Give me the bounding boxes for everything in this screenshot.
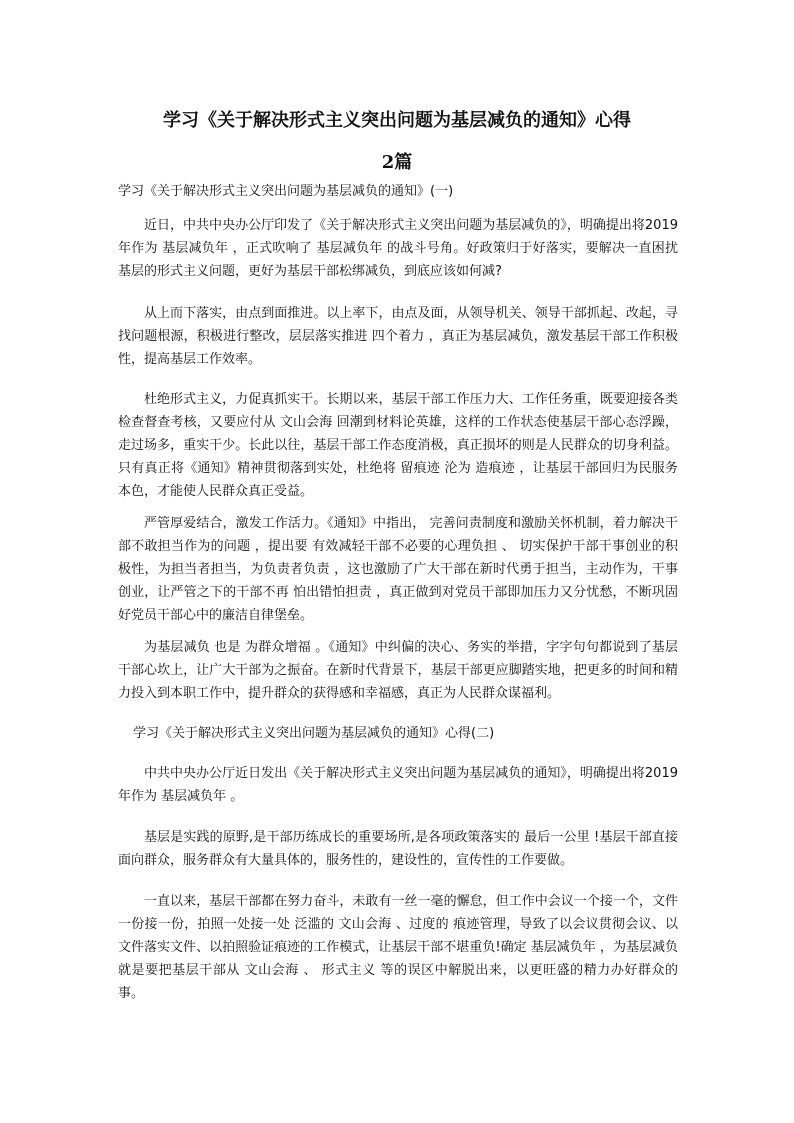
section-1-heading: 学习《关于解决形式主义突出问题为基层减负的通知》(一) bbox=[118, 184, 454, 199]
document-title-line2: 2篇 bbox=[381, 152, 413, 173]
section-1-paragraph-2: 从上而下落实，由点到面推进。以上率下，由点及面，从领导机关、领导干部抓起、改起，寻找问题根源，积极进行整改，层层落实推进 四个着力 ，真正为基层减负，激发基层干部工作积极性，提高基层工作效率。 bbox=[118, 306, 678, 367]
section-1-paragraph-1: 近日，中共中央办公厅印发了《关于解决形式主义突出问题为基层减负的》，明确提出将2019年作为 基层减负年 ，正式吹响了 基层减负年 的战斗号角。好政策归于好落实，要解决一直困扰基层的形式主义问题，更好为基层干部松绑减负，到底应该如何减? bbox=[118, 218, 678, 279]
section-2-heading: 学习《关于解决形式主义突出问题为基层减负的通知》心得(二) bbox=[133, 726, 495, 741]
section-1-paragraph-3: 杜绝形式主义，力促真抓实干。长期以来，基层干部工作压力大、工作任务重，既要迎接各类检查督查考核，又要应付从 文山会海 回潮到材料论英雄，这样的工作状态使基层干部心态浮躁，走过场多，重实干少。长此以往，基层干部工作态度消极，真正损坏的则是人民群众的切身利益。只有真正将《通知》精神贯彻落到实处，杜绝将 留痕迹 沦为 造痕迹 ，让基层干部回归为民服务本色，才能使人民群众真正受益。 bbox=[118, 392, 678, 499]
section-1-paragraph-5: 为基层减负 也是 为群众增福 。《通知》中纠偏的决心、务实的举措，字字句句都说到了基层干部心坎上，让广大干部为之振奋。在新时代背景下，基层干部更应脚踏实地，把更多的时间和精力投入到本职工作中，提升群众的获得感和幸福感，真正为人民群众谋福利。 bbox=[118, 640, 678, 701]
section-1-paragraph-4: 严管厚爱结合，激发工作活力。《通知》中指出， 完善问责制度和激励关怀机制，着力解决干部不敢担当作为的问题 ，提出要 有效减轻干部不必要的心理负担 、 切实保护干部干事创业的积极性，为担当者担当，为负责者负责 ，这也激励了广大干部在新时代勇于担当，主动作为，干事创业，让严管之下的干部不再 怕出错怕担责 ，真正做到对党员干部即加压力又分忧愁，不断巩固好党员干部心中的廉洁自律堡垒。 bbox=[118, 516, 678, 623]
section-2-paragraph-2: 基层是实践的原野,是干部历练成长的重要场所,是各项政策落实的 最后一公里 !基层干部直接面向群众，服务群众有大量具体的，服务性的，建设性的，宣传性的工作要做。 bbox=[118, 830, 678, 868]
section-2-paragraph-3: 一直以来，基层干部都在努力奋斗，未敢有一丝一毫的懈怠，但工作中会议一个接一个，文件一份接一份，拍照一处接一处 泛滥的 文山会海 、过度的 痕迹管理，导致了以会议贯彻会议、以文件落实文件、以拍照验证痕迹的工作模式，让基层干部不堪重负!确定 基层减负年 ，为基层减负就是要把基层干部从 文山会海 、 形式主义 等的误区中解脱出来，以更旺盛的精力办好群众的事。 bbox=[118, 894, 678, 1001]
section-2-paragraph-1: 中共中央办公厅近日发出《关于解决形式主义突出问题为基层减负的通知》，明确提出将2019年作为 基层减负年 。 bbox=[118, 766, 678, 804]
document-title-line1: 学习《关于解决形式主义突出问题为基层减负的通知》心得 bbox=[163, 110, 631, 131]
